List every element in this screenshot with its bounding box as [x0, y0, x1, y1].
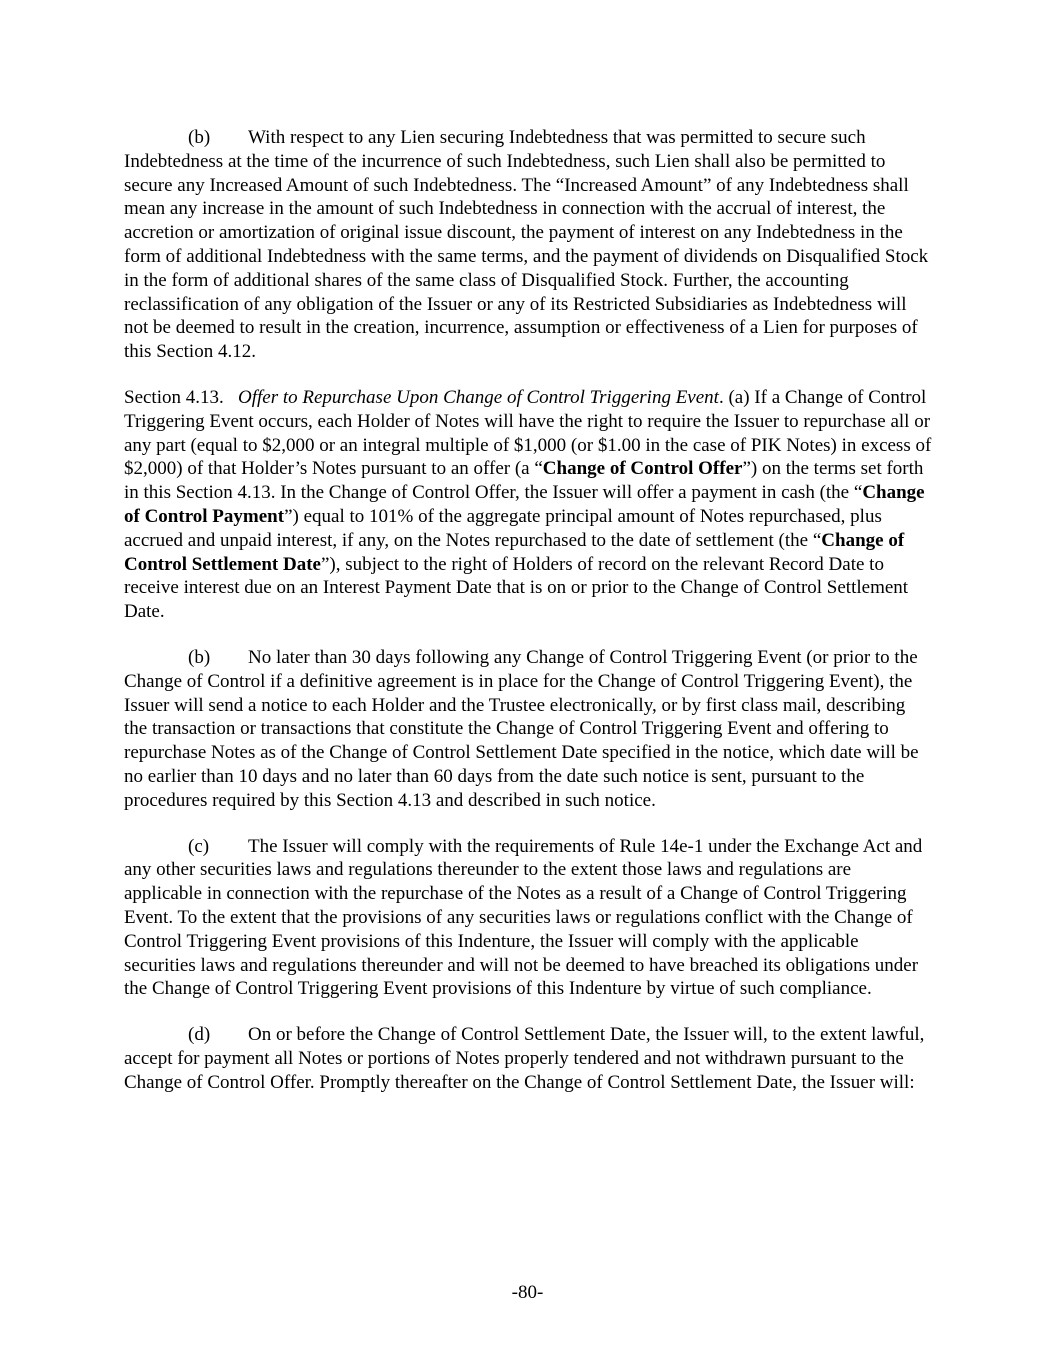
section-4-13-heading-paragraph [124, 386, 932, 624]
paragraph-text: ”) on the terms set forth in this Section 4.13. In the Change of Control Offer, the Issuer will offer a payment in cash (the “ [124, 458, 924, 504]
clause-label: (c) [188, 835, 210, 857]
paragraph-4-12-b [124, 126, 932, 364]
clause-label: (d) [188, 1024, 211, 1046]
paragraph-4-13-c [124, 835, 932, 1002]
defined-term: Change of Control Settlement Date [124, 529, 905, 575]
document-page [124, 126, 932, 1116]
paragraph-4-13-b [124, 646, 932, 813]
page-number: -80- [511, 1282, 544, 1303]
paragraph-text: ”), subject to the right of Holders of record on the relevant Record Date to receive interest due on an Interest Payment Date that is on or prior to the Change of Control Settlement Date. [124, 553, 909, 623]
clause-label: (b) [188, 127, 211, 148]
paragraph-text: The Issuer will comply with the requirements of Rule 14e-1 under the Exchange Act and any other securities laws and regulations thereunder to the extent those laws and regulations are applicable in connection with the repurchase of the Notes as a result of a Change of Control Triggering Event. To the extent that the provisions of any securities laws or regulations conflict with the Change of Control Triggering Event provisions of this Indenture, the Issuer will comply with the applicable securities laws and regulations thereunder and will not be deemed to have breached its obligations under the Change of Control Triggering Event provisions of this Indenture by virtue of such compliance. [124, 835, 923, 1000]
paragraph-text: . (a) If a Change of Control Triggering Event occurs, each Holder of Notes will have the right to require the Issuer to repurchase all or any part (equal to $2,000 or an integral multiple of $1,000 (or $1.00 in the case of PIK Notes) in excess of $2,000) of that Holder’s Notes pursuant to an offer (a “ [124, 386, 932, 480]
section-number: Section 4.13. [124, 386, 224, 408]
section-title: Offer to Repurchase Upon Change of Control Triggering Event [238, 386, 719, 408]
defined-term: Change of Control Payment [124, 482, 925, 527]
paragraph-text: With respect to any Lien securing Indebtedness that was permitted to secure such Indebtedness at the time of the incurrence of such Indebtedness, such Lien shall also be permitted to secure any Increased Amount of such Indebtedness. The “Increased Amount” of any Indebtedness shall mean any increase in the amount of such Indebtedness in connection with the accrual of interest, the accretion or amortization of original issue discount, the payment of interest on any Indebtedness in the form of additional Indebtedness with the same terms, and the payment of dividends on Disqualified Stock in the form of additional shares of the same class of Disqualified Stock. Further, the accounting reclassification of any obligation of the Issuer or any of its Restricted Subsidiaries as Indebtedness will not be deemed to result in the creation, incurrence, assumption or effectiveness of a Lien for purposes of this Section 4.12. [124, 127, 929, 363]
paragraph-text: No later than 30 days following any Change of Control Triggering Event (or prior to the Change of Control if a definitive agreement is in place for the Change of Control Triggering Event), the Issuer will send a notice to each Holder and the Trustee electronically, or by first class mail, describing the transaction or transactions that constitute the Change of Control Triggering Event and offering to repurchase Notes as of the Change of Control Settlement Date specified in the notice, which date will be no earlier than 10 days and no later than 60 days from the date such notice is sent, pursuant to the procedures required by this Section 4.13 and described in such notice. [124, 646, 919, 811]
clause-label: (b) [188, 646, 211, 668]
paragraph-text: ”) equal to 101% of the aggregate principal amount of Notes repurchased, plus accrued and unpaid interest, if any, on the Notes repurchased to the date of settlement (the “ [124, 505, 882, 551]
defined-term: Change of Control Offer [542, 458, 743, 480]
paragraph-4-13-d [124, 1023, 932, 1094]
paragraph-text: On or before the Change of Control Settlement Date, the Issuer will, to the extent lawful, accept for payment all Notes or portions of Notes properly tendered and not withdrawn pursuant to the Change of Control Offer. Promptly thereafter on the Change of Control Settlement Date, the Issuer will: [124, 1024, 925, 1093]
